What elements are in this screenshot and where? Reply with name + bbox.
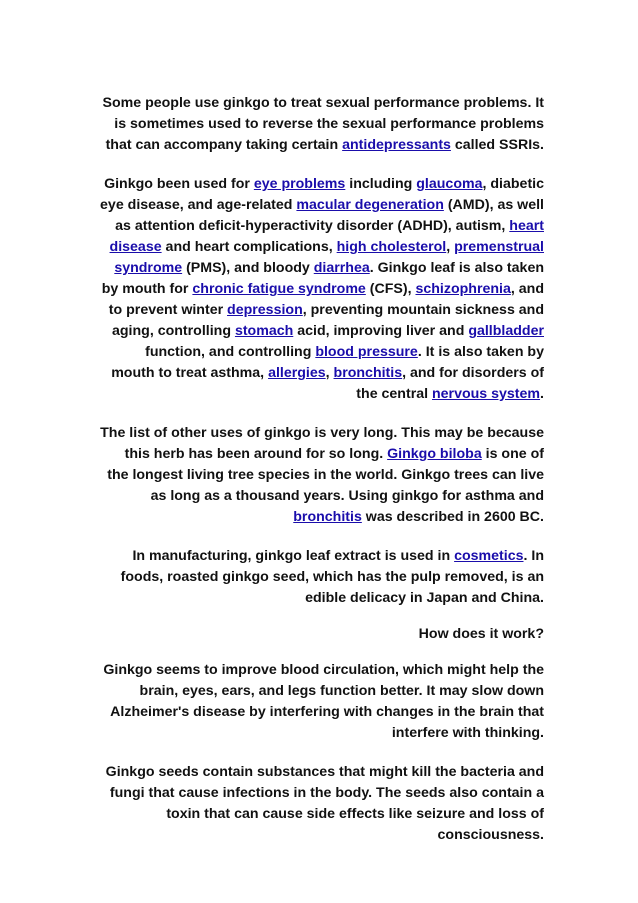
text-span: . Ginkgo leaf is also taken by mouth for bbox=[101, 260, 544, 297]
link-bronchitis[interactable]: bronchitis bbox=[333, 365, 403, 381]
text-span: (AMD), as well as attention deficit-hyperactivity disorder (ADHD), autism, bbox=[115, 197, 544, 234]
link-nervous-system[interactable]: nervous system bbox=[432, 386, 541, 402]
text-span: (PMS), and bloody bbox=[182, 260, 314, 276]
paragraph-seeds: Ginkgo seeds contain substances that might kill the bacteria and fungi that cause infections in the body. The seeds also contain a toxin that can cause side effects like seizure and loss of consciousness. bbox=[105, 764, 544, 843]
link-heart-disease[interactable]: heart disease bbox=[109, 218, 544, 255]
paragraph-manufacturing bbox=[100, 546, 544, 609]
paragraph-uses bbox=[100, 174, 544, 405]
text-span: . In foods, roasted ginkgo seed, which has the pulp removed, is an edible delicacy in Japan and China. bbox=[120, 548, 544, 606]
paragraph-how-it-works: Ginkgo seems to improve blood circulation, which might help the brain, eyes, ears, and legs function better. It may slow down Alzheimer's disease by interfering with changes in the brain that interfere with thinking. bbox=[103, 662, 544, 741]
text-span: . It is also taken by mouth to treat asthma, bbox=[111, 344, 544, 381]
link-blood-pressure[interactable]: blood pressure bbox=[315, 344, 418, 360]
link-chronic-fatigue-syndrome[interactable]: chronic fatigue syndrome bbox=[192, 281, 366, 297]
paragraph-sexual-performance bbox=[100, 93, 544, 156]
text-span: including bbox=[345, 176, 417, 192]
text-span: . bbox=[540, 386, 544, 402]
link-glaucoma[interactable]: glaucoma bbox=[416, 176, 483, 192]
link-allergies[interactable]: allergies bbox=[268, 365, 326, 381]
text-span: In manufacturing, ginkgo leaf extract is used in bbox=[132, 548, 455, 564]
link-cosmetics[interactable]: cosmetics bbox=[454, 548, 524, 564]
text-span: acid, improving liver and bbox=[293, 323, 469, 339]
link-antidepressants[interactable]: antidepressants bbox=[342, 137, 451, 153]
link-schizophrenia[interactable]: schizophrenia bbox=[415, 281, 511, 297]
link-stomach[interactable]: stomach bbox=[234, 323, 294, 339]
text-span: , and to prevent winter bbox=[108, 281, 544, 318]
section-heading: How does it work? bbox=[418, 626, 544, 642]
link-depression[interactable]: depression bbox=[227, 302, 303, 318]
text-span: (CFS), bbox=[365, 281, 416, 297]
text-span: , preventing mountain sickness and aging, controlling bbox=[111, 302, 544, 339]
text-span: , diabetic eye disease, and age-related bbox=[100, 176, 544, 213]
link-ginkgo-biloba[interactable]: Ginkgo biloba bbox=[387, 446, 482, 462]
text-span: called SSRIs. bbox=[450, 137, 544, 153]
link-diarrhea[interactable]: diarrhea bbox=[313, 260, 370, 276]
text-span: was described in 2600 BC. bbox=[361, 509, 544, 525]
link-gallbladder[interactable]: gallbladder bbox=[468, 323, 544, 339]
paragraph-other-uses bbox=[100, 423, 544, 528]
text-span: Some people use ginkgo to treat sexual performance problems. It is sometimes used to reverse the sexual performance problems that can accompany taking certain bbox=[102, 95, 544, 153]
link-eye-problems[interactable]: eye problems bbox=[253, 176, 346, 192]
text-span: function, and controlling bbox=[145, 344, 316, 360]
text-span: , and for disorders of the central bbox=[356, 365, 544, 402]
text-span: and heart complications, bbox=[161, 239, 337, 255]
text-span: The list of other uses of ginkgo is very long. This may be because this herb has been around for so long. bbox=[100, 425, 544, 462]
text-span: , bbox=[446, 239, 455, 255]
link-high-cholesterol[interactable]: high cholesterol bbox=[336, 239, 447, 255]
text-span: Ginkgo been used for bbox=[104, 176, 254, 192]
document-body bbox=[100, 93, 544, 846]
link-premenstrual-syndrome[interactable]: premenstrual syndrome bbox=[114, 239, 544, 276]
text-span: , bbox=[325, 365, 334, 381]
link-macular-degeneration[interactable]: macular degeneration bbox=[296, 197, 444, 213]
text-span: is one of the longest living tree species in the world. Ginkgo trees can live as long as a thousand years. Using ginkgo for asthma and bbox=[107, 446, 544, 504]
link-bronchitis-2[interactable]: bronchitis bbox=[293, 509, 362, 525]
